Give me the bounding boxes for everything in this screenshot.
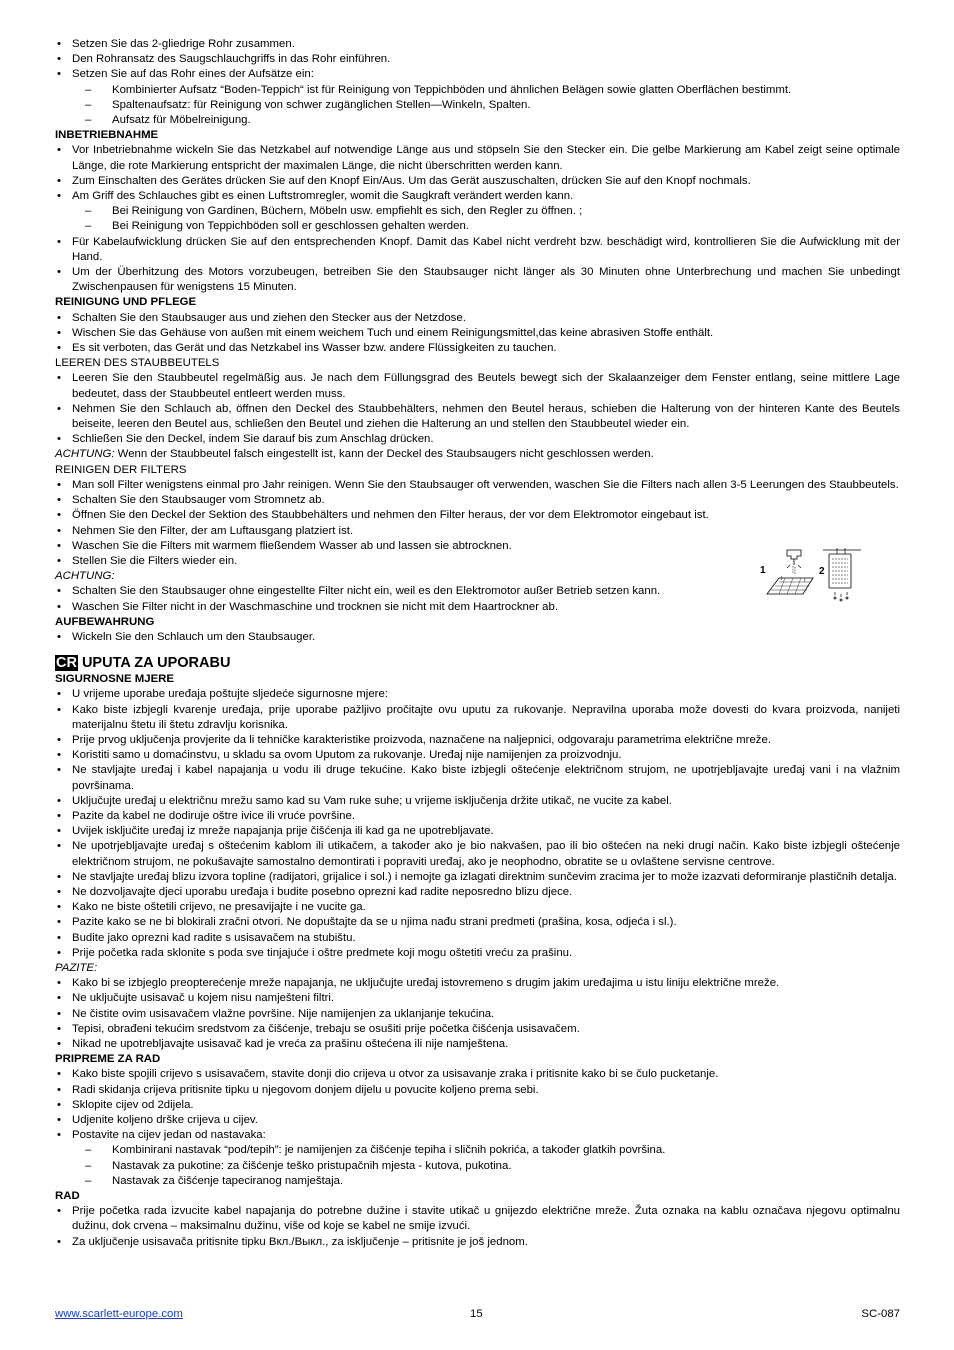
filter-washing-illustration [757, 546, 865, 606]
warning-note [55, 447, 900, 462]
website-link[interactable]: www.scarlett-europe.com [55, 1308, 183, 1320]
list-item: • Pazite da kabel ne dodiruje oštre ivice ili vruće površine. [55, 809, 900, 824]
section-heading: LEEREN DES STAUBBEUTELS [55, 357, 220, 370]
list-item: • Wickeln Sie den Schlauch um den Staubsauger. [55, 630, 900, 645]
sub-list-item: – Nastavak za pukotine: za čišćenje teško pristupačnih mjesta - kutova, pukotina. [55, 1159, 900, 1174]
list-item: • Nehmen Sie den Schlauch ab, öffnen den Deckel des Staubbehälters, nehmen den Beutel heraus, schieben die Halterung von der hinteren Kante des Beutels beiseite, leeren den Beutel aus, schließen den Beutel und ziehen die Halterung an und stellen den Staubbeutel wieder ein. [55, 402, 900, 432]
list-item: • Nikad ne upotrebljavajte usisavač kad je vreća za prašinu oštećena ili nije namještena. [55, 1037, 900, 1052]
list-item: • Waschen Sie Filter nicht in der Waschmaschine und trocknen sie nicht mit dem Haartrockner ab. [55, 600, 900, 615]
sub-list-item: – Kombinirani nastavak “pod/tepih”: je namijenjen za čišćenje tepiha i sličnih pokrića, a također glatkih površina. [55, 1143, 900, 1158]
list-item: • Für Kabelaufwicklung drücken Sie auf den entsprechenden Knopf. Damit das Kabel nicht verdreht bzw. beschädigt wird, kontrollieren Sie die Aufwicklung mit der Hand. [55, 235, 900, 265]
list-item: • Man soll Filter wenigstens einmal pro Jahr reinigen. Wenn Sie den Staubsauger oft verwenden, waschen Sie die Filters nach allen 3-5 Leerungen des Staubbeutels. [55, 478, 900, 493]
figure-label-1: 1 [760, 565, 766, 576]
list-item: • Ne stavljajte uređaj i kabel napajanja u vodu ili druge tekućine. Kako biste izbjegli oštećenje električnom strujom, ne upotrjebljavajte uređaj vani i na vlažnim površinama. [55, 763, 900, 793]
list-item: • Stellen Sie die Filters wieder ein. [55, 554, 900, 569]
section [55, 356, 900, 462]
section [55, 672, 900, 1052]
bullet-list [55, 630, 900, 645]
bullet-list [55, 37, 900, 128]
faucet-icon [767, 550, 813, 594]
sub-list-item: – Kombinierter Aufsatz “Boden-Teppich“ ist für Reinigung von Teppichböden und ähnlichen Belägen sowie glatten Oberflächen bestimmt. [55, 83, 900, 98]
section [55, 1052, 900, 1189]
bullet-list [55, 311, 900, 357]
list-item: • Postavite na cijev jedan od nastavaka: [55, 1128, 900, 1143]
list-item: • Ne uključujte usisavač u kojem nisu namješteni filtri. [55, 991, 900, 1006]
list-item: • Setzen Sie auf das Rohr eines der Aufsätze ein: [55, 67, 900, 82]
list-item: • Am Griff des Schlauches gibt es einen Luftstromregler, womit die Saugkraft verändert werden kann. [55, 189, 900, 204]
language-section-title [55, 654, 900, 672]
list-item: • Vor Inbetriebnahme wickeln Sie das Netzkabel auf notwendige Länge aus und stöpseln Sie den Stecker ein. Die gelbe Markierung am Kabel zeigt seine optimale Länge, die rote Markierung entspricht der maximalen Länge, die nicht überschritten werden kann. [55, 143, 900, 173]
list-item: • Schließen Sie den Deckel, indem Sie darauf bis zum Anschlag drücken. [55, 432, 900, 447]
list-item: • Waschen Sie die Filters mit warmem fließendem Wasser ab und lassen sie abtrocknen. [55, 539, 900, 554]
section [55, 1189, 900, 1250]
page-number: 15 [470, 1308, 483, 1320]
list-item: • Ne dozvoljavajte djeci uporabu uređaja i budite posebno oprezni kad radite neposredno blizu djece. [55, 885, 900, 900]
language-badge: CR [56, 655, 77, 672]
croatian-instructions [55, 672, 900, 1250]
section-heading: REINIGUNG UND PFLEGE [55, 296, 197, 309]
section-heading: INBETRIEBNAHME [55, 129, 159, 142]
list-item: • Koristiti samo u domaćinstvu, u skladu sa ovom Uputom za rukovanje. Uređaj nije namijenjen za proizvodnju. [55, 748, 900, 763]
section-heading: RAD [55, 1190, 80, 1203]
bullet-list [55, 143, 900, 295]
section [55, 295, 900, 356]
sub-list-item: – Aufsatz für Möbelreinigung. [55, 113, 900, 128]
list-item: • Radi skidanja crijeva pritisnite tipku u njegovom donjem dijelu u povucite koljeno prema sebi. [55, 1083, 900, 1098]
section [55, 37, 900, 128]
bullet-list [55, 976, 900, 1052]
section-heading: PRIPREME ZA RAD [55, 1053, 161, 1066]
section-heading: AUFBEWAHRUNG [55, 615, 155, 628]
list-item: • Schalten Sie den Staubsauger ohne eingestellte Filter nicht ein, weil es den Elektromotor außer Betrieb setzen kann. [55, 584, 900, 599]
list-item: • Um der Überhitzung des Motors vorzubeugen, betreiben Sie den Staubsauger nicht länger als 30 Minuten ohne Unterbrechung und machen Sie unbedingt Zwischenpausen für wenigstens 15 Minuten. [55, 265, 900, 295]
section [55, 128, 900, 295]
list-item: • Kako biste izbjegli kvarenje uređaja, prije uporabe pažljivo pročitajte ovu uputu za rukovanje. Nepravilna uporaba može dovesti do kvara proizvoda, nanijeti materijalnu štetu ili štetu zdravlju korisnika. [55, 703, 900, 733]
list-item: • Za uključenje usisavača pritisnite tipku Вкл./Выкл., za isključenje – pritisnite je još jednom. [55, 1235, 900, 1250]
list-item: • Ne čistite ovim usisavačem vlažne površine. Nije namijenjen za uklanjanje tekućina. [55, 1007, 900, 1022]
sub-list-item: – Bei Reinigung von Teppichböden soll er geschlossen gehalten werden. [55, 219, 900, 234]
list-item: • Öffnen Sie den Deckel der Sektion des Staubbehälters und nehmen den Filter heraus, der vor dem Elektromotor eingebaut ist. [55, 508, 900, 523]
bullet-list [55, 371, 900, 447]
list-item: • Prije početka rada izvucite kabel napajanja do potrebne dužine i stavite utikač u gnijezdo električne mreže. Žuta oznaka na kablu označava njegovu optimalnu dužinu, dok crvena – maksimalnu dužinu, više od koje se kabel ne smije izvući. [55, 1204, 900, 1234]
model-number: SC-087 [861, 1308, 900, 1320]
warning-label: ACHTUNG: [55, 570, 115, 583]
list-item: • Schalten Sie den Staubsauger aus und ziehen den Stecker aus der Netzdose. [55, 311, 900, 326]
list-item: • Den Rohransatz des Saugschlauchgriffs in das Rohr einführen. [55, 52, 900, 67]
list-item: • Nehmen Sie den Filter, der am Luftausgang platziert ist. [55, 524, 900, 539]
warning-label: PAZITE: [55, 961, 98, 974]
list-item: • Ne stavljajte uređaj blizu izvora topline (radijatori, grijalice i sol.) i nemojte ga izlagati direktnim sunčevim zracima jer to može izazvati deformiranje plastičnih detalja. [55, 870, 900, 885]
list-item: • Ne upotrjebljavajte uređaj s oštećenim kablom ili utikačem, a također ako je bio nakvašen, pao ili bio oštećen na neki drugi način. Kako biste izbjegli oštećenje električnom strujom, ne pokušavajte samostalno demontirati i popraviti uređaj, ako je neophodno, obratite se u ovlaštene servisne centrove. [55, 839, 900, 869]
list-item: • Prije početka rada sklonite s poda sve tinjajuće i oštre predmete koji mogu oštetiti vreću za prašinu. [55, 946, 900, 961]
bullet-list [55, 1067, 900, 1189]
bullet-list [55, 1204, 900, 1250]
sub-list-item: – Bei Reinigung von Gardinen, Büchern, Möbeln usw. empfiehlt es sich, den Regler zu öffnen. ; [55, 204, 900, 219]
list-item: • Es sit verboten, das Gerät und das Netzkabel ins Wasser bzw. andere Flüssigkeiten zu tauchen. [55, 341, 900, 356]
sub-list-item: – Nastavak za čišćenje tapeciranog namještaja. [55, 1174, 900, 1189]
list-item: • Uključujte uređaj u električnu mrežu samo kad su Vam ruke suhe; u vrijeme isključenja držite utikač, ne vucite za kabel. [55, 794, 900, 809]
document-page [55, 37, 900, 1250]
list-item: • U vrijeme uporabe uređaja poštujte sljedeće sigurnosne mjere: [55, 687, 900, 702]
list-item: • Prije prvog uključenja provjerite da li tehničke karakteristike proizvoda, naznačene na naljepnici, odgovaraju parametrima električne mreže. [55, 733, 900, 748]
bullet-list [55, 687, 900, 961]
list-item: • Udjenite koljeno drške crijeva u cijev. [55, 1113, 900, 1128]
section-heading: SIGURNOSNE MJERE [55, 673, 174, 686]
list-item: • Pazite kako se ne bi blokirali zračni otvori. Ne dopuštajte da se u njima nađu strani predmeti (prašina, kosa, odjeća i sl.). [55, 915, 900, 930]
figure-label-2: 2 [819, 566, 825, 577]
list-item: • Sklopite cijev od 2dijela. [55, 1098, 900, 1113]
warning-text: Wenn der Staubbeutel falsch eingestellt ist, kann der Deckel des Staubsaugers nicht geschlossen werden. [114, 448, 654, 461]
list-item: • Kako ne biste oštetili crijevo, ne presavijajte i ne vucite ga. [55, 900, 900, 915]
list-item: • Kako bi se izbjeglo preopterećenje mreže napajanja, ne uključujte uređaj istovremeno s drugim jakim uređajima u istu liniju električne mreže. [55, 976, 900, 991]
list-item: • Zum Einschalten des Gerätes drücken Sie auf den Knopf Ein/Aus. Um das Gerät auszuschalten, drücken Sie auf den Knopf nochmals. [55, 174, 900, 189]
warning-label: ACHTUNG: [55, 448, 115, 461]
list-item: • Schalten Sie den Staubsauger vom Stromnetz ab. [55, 493, 900, 508]
language-section-heading: UPUTA ZA UPORABU [81, 655, 231, 672]
list-item: • Setzen Sie das 2-gliedrige Rohr zusammen. [55, 37, 900, 52]
list-item: • Kako biste spojili crijevo s usisavačem, stavite donji dio crijeva u otvor za usisavanje zraka i pritisnite kako bi se čulo pucketanje. [55, 1067, 900, 1082]
drying-filter-icon [823, 548, 861, 601]
warning-note [55, 961, 900, 976]
list-item: • Budite jako oprezni kad radite s usisavačem na stubištu. [55, 931, 900, 946]
list-item: • Wischen Sie das Gehäuse von außen mit einem weichem Tuch und einem Reinigungsmittel,das keine abrasiven Stoffe enthält. [55, 326, 900, 341]
section [55, 615, 900, 645]
list-item: • Uvijek isključite uređaj iz mreže napajanja prije čišćenja ili kad ga ne upotrebljavate. [55, 824, 900, 839]
list-item: • Tepisi, obrađeni tekućim sredstvom za čišćenje, trebaju se osušiti prije početka čišćenja usisavačem. [55, 1022, 900, 1037]
list-item: • Leeren Sie den Staubbeutel regelmäßig aus. Je nach dem Füllungsgrad des Beutels bewegt sich der Skalaanzeiger dem Fenster entlang, seine mittlere Lage bedeutet, dass der Staubbeutel entleert werden muss. [55, 371, 900, 401]
sub-list-item: – Spaltenaufsatz: für Reinigung von schwer zugänglichen Stellen—Winkeln, Spalten. [55, 98, 900, 113]
section-heading: REINIGEN DER FILTERS [55, 463, 187, 476]
